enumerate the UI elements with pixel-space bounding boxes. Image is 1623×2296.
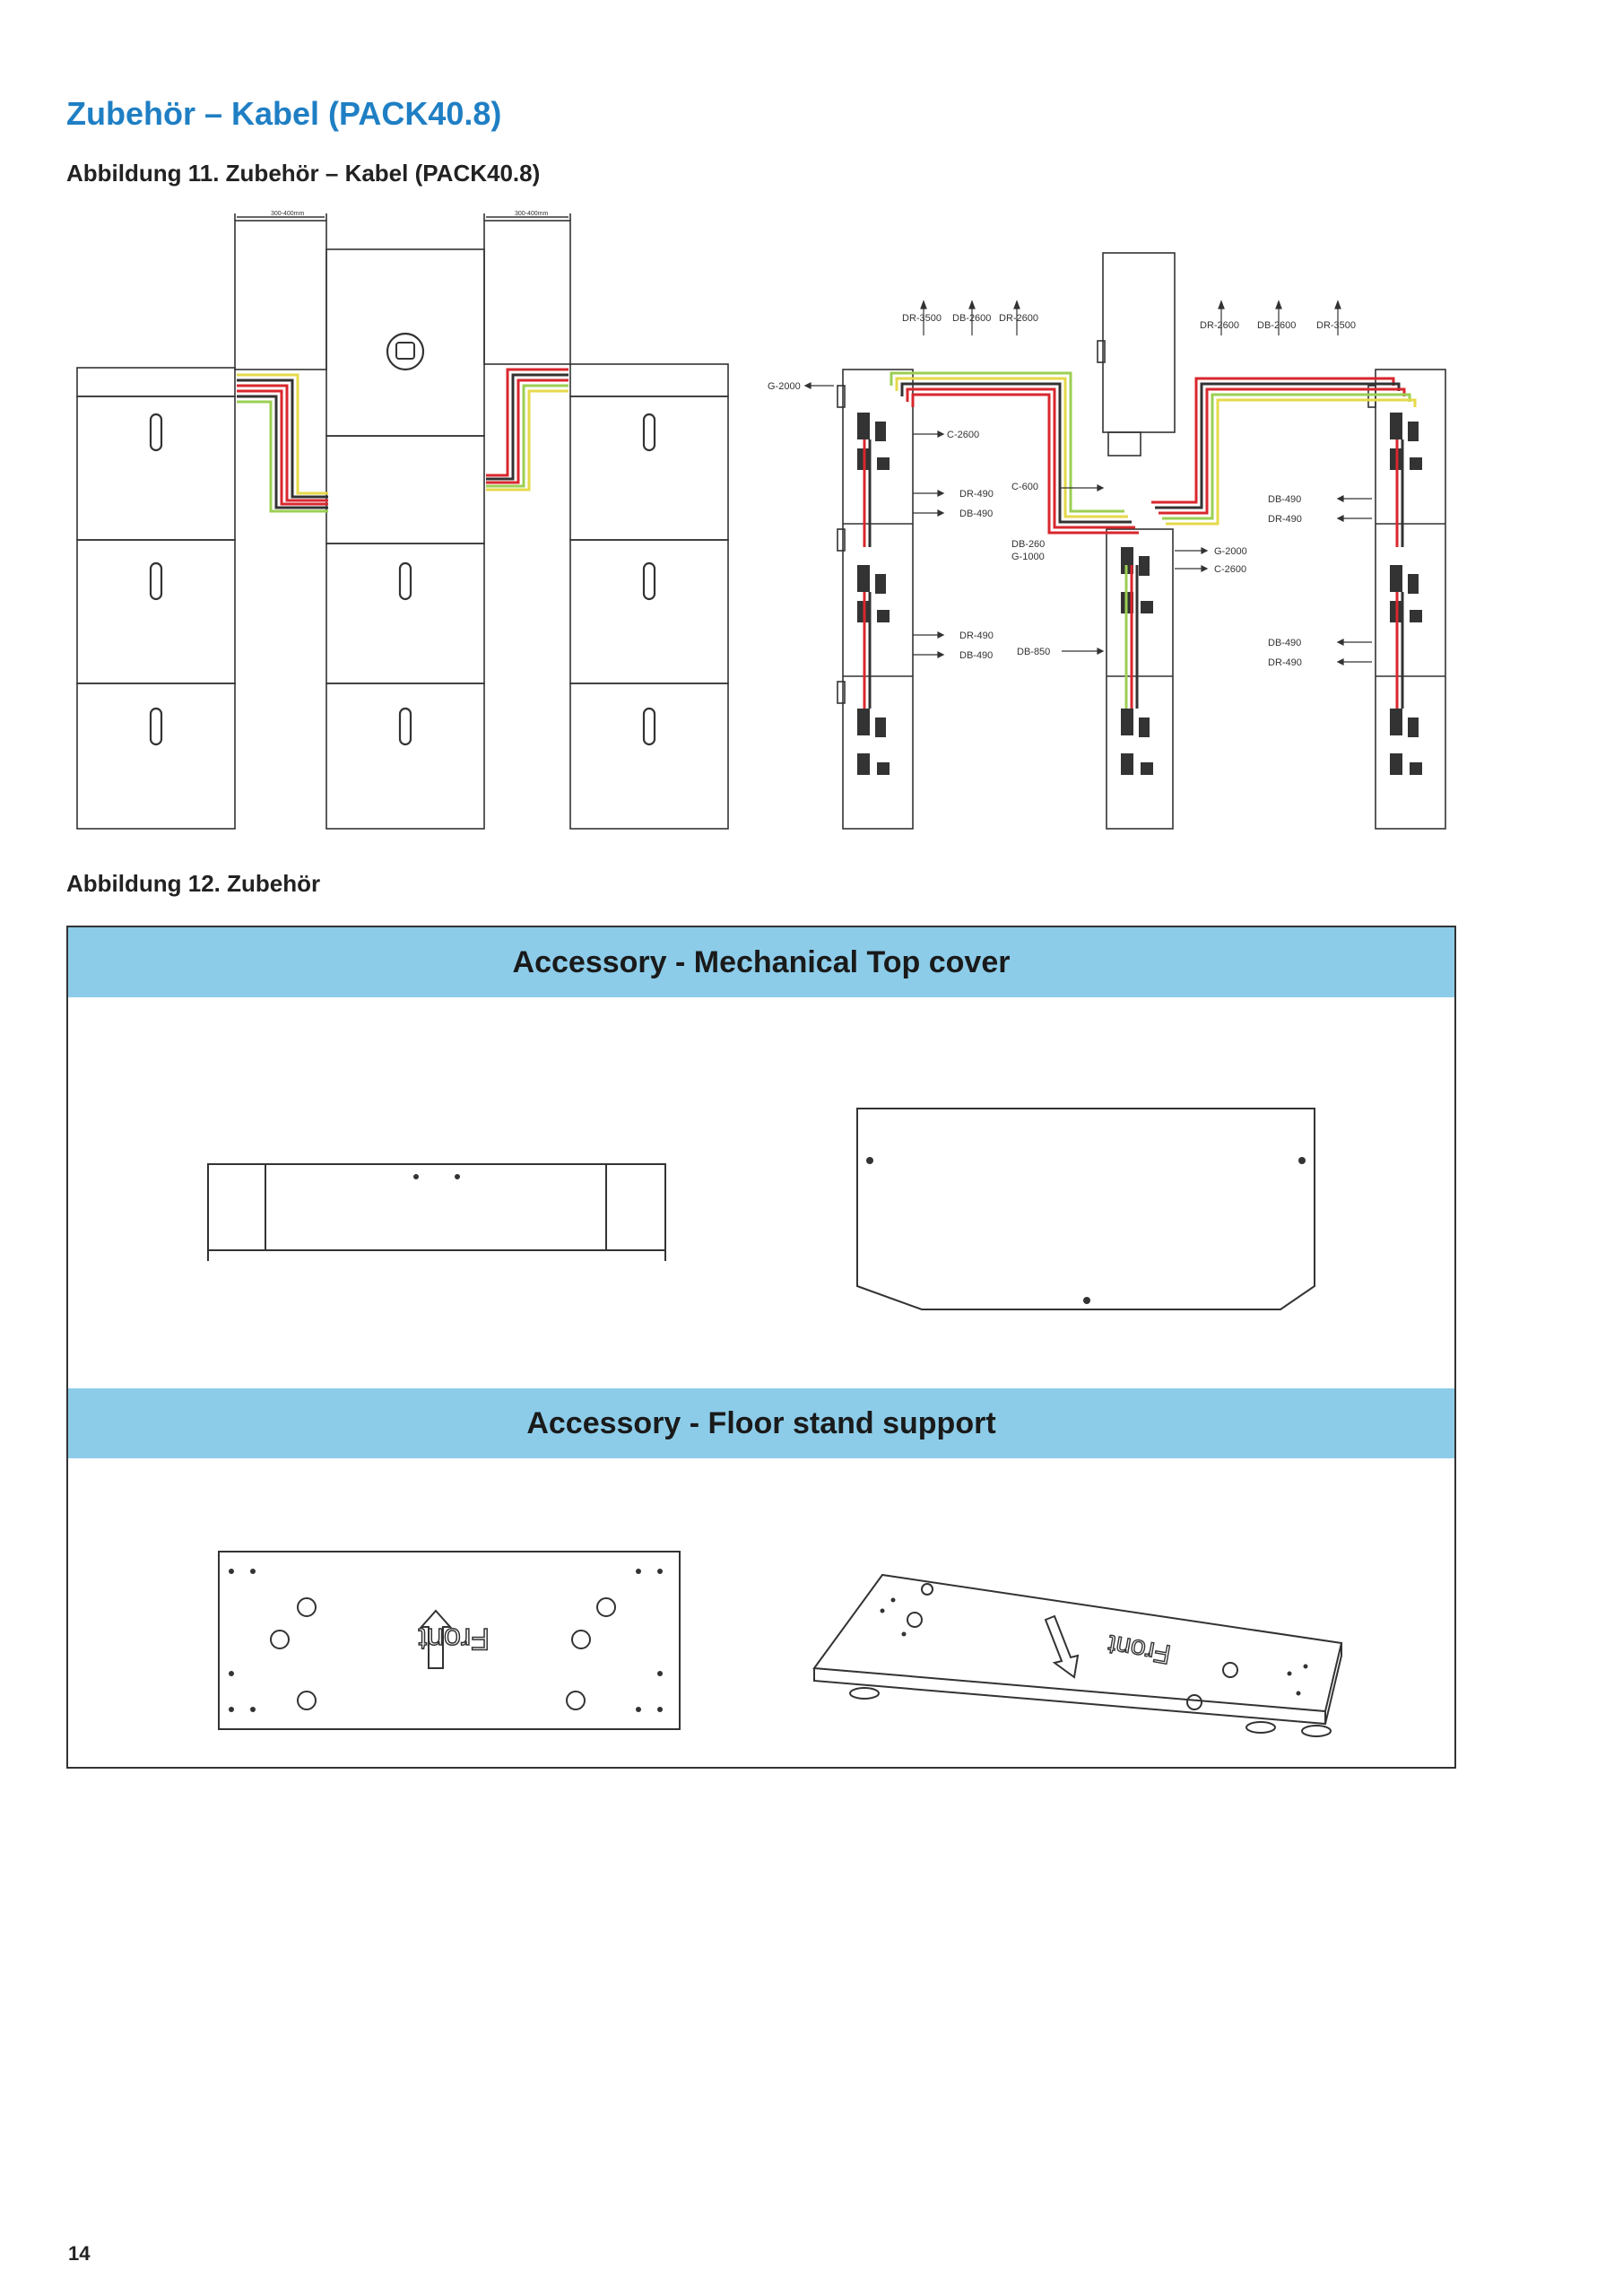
label-right-db490-a: DB-490	[1268, 494, 1302, 505]
front-label-perspective: Front	[1106, 1629, 1174, 1669]
label-top-left-2: DB-2600	[952, 313, 992, 324]
label-arrows	[805, 301, 1372, 665]
figure-12-accessories	[66, 926, 1456, 1769]
label-c2600-right: C-2600	[1214, 564, 1247, 575]
top-cover-drawings	[68, 997, 1454, 1388]
figure-11-cable-diagram	[66, 206, 1465, 852]
label-db260: DB-260	[1011, 539, 1046, 550]
label-g1000: G-1000	[1011, 552, 1045, 562]
label-right-dr490-a: DR-490	[1268, 514, 1302, 525]
top-cover-front-view	[208, 1164, 665, 1250]
front-view-cables	[237, 370, 568, 511]
label-top-left-3: DR-2600	[999, 313, 1039, 324]
label-db490-a: DB-490	[959, 509, 994, 519]
label-g2000-right: G-2000	[1214, 546, 1247, 557]
wiring-view-diagram	[838, 253, 1445, 829]
label-db490-b: DB-490	[959, 650, 994, 661]
label-c600: C-600	[1011, 482, 1038, 492]
label-db850: DB-850	[1017, 647, 1051, 657]
dim-label-right: 300-400mm	[515, 211, 549, 217]
label-right-dr490-b: DR-490	[1268, 657, 1302, 668]
label-top-left-1: DR-3500	[902, 313, 942, 324]
label-dr490-a: DR-490	[959, 489, 994, 500]
top-cover-top-view	[857, 1109, 1315, 1309]
label-top-right-3: DR-3500	[1316, 320, 1357, 331]
label-c2600-left: C-2600	[947, 430, 980, 440]
figure-11-caption: Abbildung 11. Zubehör – Kabel (PACK40.8)	[66, 160, 541, 187]
label-right-db490-b: DB-490	[1268, 638, 1302, 648]
label-top-right-2: DB-2600	[1257, 320, 1297, 331]
wiring-view-cables	[864, 373, 1415, 709]
front-view-diagram	[77, 213, 728, 829]
page-heading: Zubehör – Kabel (PACK40.8)	[66, 95, 502, 132]
dim-label-left: 300-400mm	[271, 211, 305, 217]
front-label-flat: Front	[418, 1622, 490, 1656]
section-bar-top-cover: Accessory - Mechanical Top cover	[68, 927, 1454, 997]
label-top-right-1: DR-2600	[1200, 320, 1240, 331]
floor-stand-drawings	[68, 1458, 1454, 1767]
page-number: 14	[68, 2242, 91, 2265]
section-bar-floor-stand: Accessory - Floor stand support	[68, 1388, 1454, 1458]
label-g2000-left: G-2000	[768, 381, 801, 392]
terminal-blocks	[857, 413, 1422, 775]
label-dr490-b: DR-490	[959, 631, 994, 641]
figure-12-caption: Abbildung 12. Zubehör	[66, 870, 321, 897]
